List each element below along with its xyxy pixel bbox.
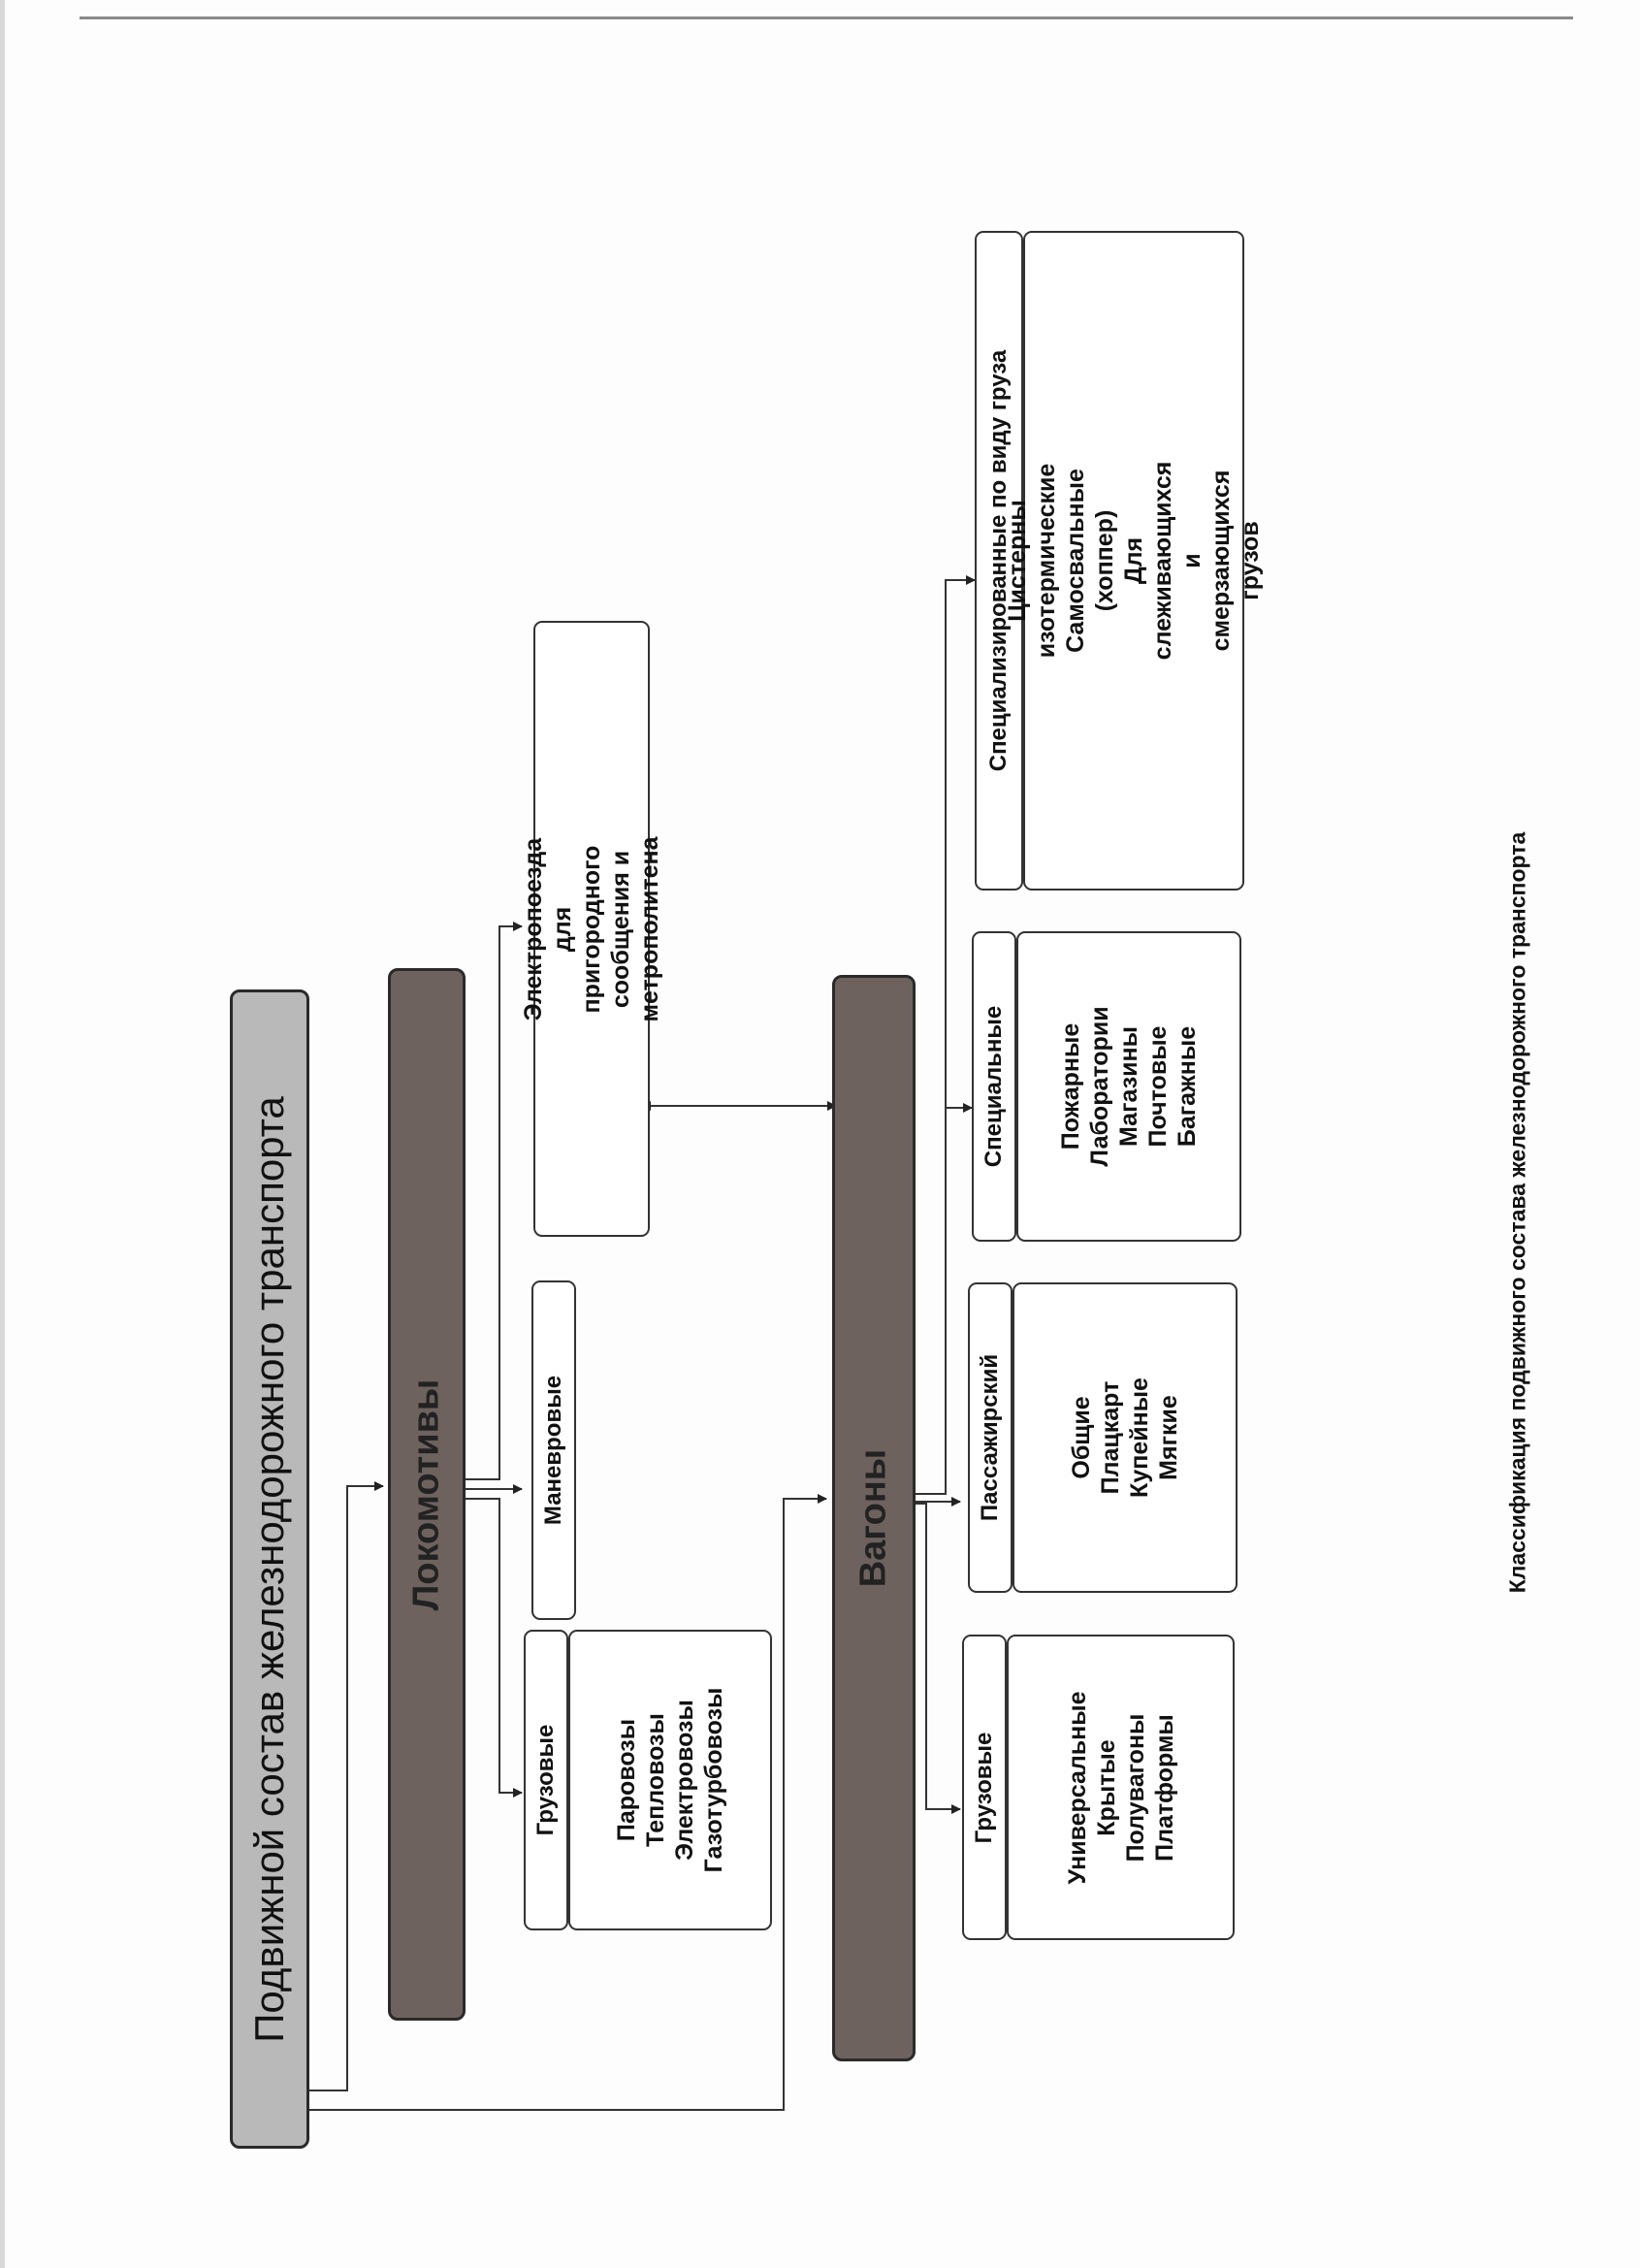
passenger-header: [968, 1282, 1013, 1593]
link-wagons-specialized: [946, 580, 975, 1108]
wagon-freight-items: Универсальные Крытые Полувагоны Платформы: [1063, 1691, 1178, 1884]
special-label: Специальные: [981, 1005, 1007, 1168]
title-box: [230, 989, 309, 2149]
link-loco-emu: [464, 926, 522, 1479]
locomotives-label: Локомотивы: [405, 1378, 447, 1610]
emu-label: Электропоезда для пригородного сообщения и метрополитена: [520, 835, 663, 1022]
shunting-box: [531, 1280, 576, 1620]
caption-area: [1494, 679, 1542, 1746]
locomotives-box: [388, 968, 466, 2021]
link-wagons-freight: [915, 1504, 960, 1809]
loco-freight-header: [524, 1630, 568, 1930]
special-items: Пожарные Лаборатории Магазины Почтовые Багажные: [1057, 1006, 1201, 1167]
passenger-label: Пассажирский: [977, 1353, 1003, 1522]
diagram-caption: Классификация подвижного состава железнодорожного транспорта: [1504, 831, 1530, 1594]
loco-freight-label: Грузовые: [532, 1724, 559, 1836]
wagon-freight-list: [1007, 1635, 1235, 1940]
wagons-label: Вагоны: [852, 1448, 894, 1588]
passenger-items: Общие Плацкарт Купейные Мягкие: [1068, 1377, 1182, 1498]
link-wagons-special: [915, 1108, 972, 1494]
specialized-items: Цистерны изотермические Самосвальные (хоппер) Для слеживающихся и смерзающихся грузов: [1004, 461, 1264, 661]
special-header: [972, 931, 1016, 1242]
link-title-locomotives: [308, 1486, 383, 2090]
specialized-list: [1004, 231, 1264, 891]
diagram-title: Подвижной состав железнодорожного транспорта: [246, 1095, 292, 2043]
special-list: [1016, 931, 1241, 1242]
emu-box: [520, 621, 663, 1237]
loco-freight-list: [568, 1630, 772, 1930]
wagon-freight-header: [962, 1635, 1007, 1940]
wagons-box: [832, 975, 916, 2061]
passenger-list: [1013, 1282, 1238, 1593]
shunting-label: Маневровые: [540, 1375, 566, 1526]
link-loco-freight: [464, 1499, 522, 1793]
specialized-label: Специализированные по виду груза: [985, 349, 1012, 772]
wagon-freight-label: Грузовые: [971, 1732, 997, 1843]
loco-freight-items: Паровозы Тепловозы Электровозы Газотурбовозы: [613, 1687, 727, 1873]
